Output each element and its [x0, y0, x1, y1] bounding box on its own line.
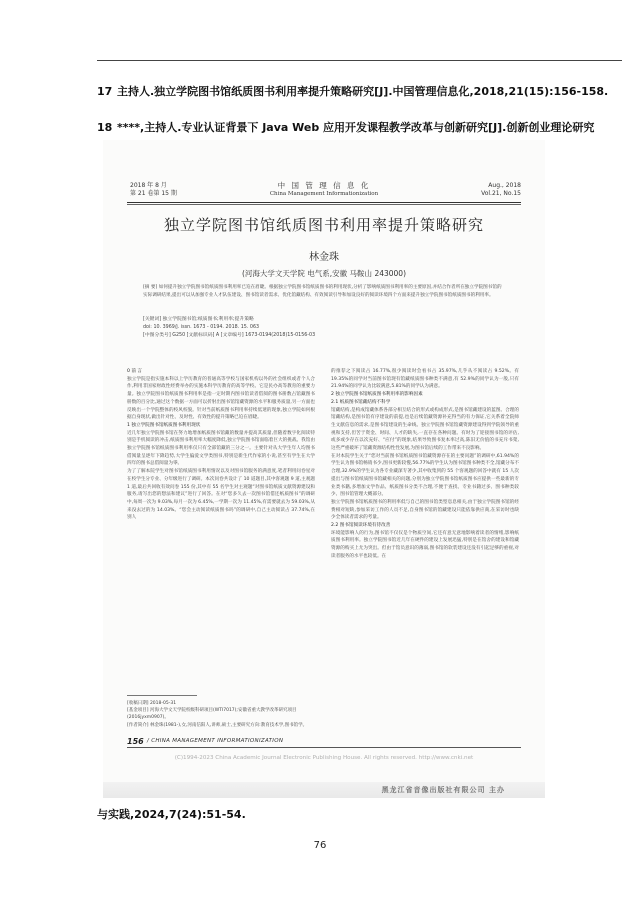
reference-18	[97, 121, 594, 135]
scan-header-rule	[127, 202, 521, 203]
scan-header-rule-2	[127, 204, 521, 205]
article-author: 林金珠	[309, 252, 339, 263]
reference-18-number: 18	[97, 121, 113, 134]
footnote-funding: [基金项目] 河海大学文天学院校级科研项目(WTI7017);安徽省重大教学改革研究项目(2016jyxm0907)。	[127, 708, 297, 721]
article-title: 独立学院图书馆纸质图书利用率提升策略研究	[163, 216, 484, 234]
right-paragraph: 在对本院学生关于“您对当前图书馆纸质图书馆藏资源存在的主要问题”的调研中,61.94%的学生认为图书馆畅销书少,图书更新较慢,56.77%的学生认为图书馆图书种类不全,馆藏分布不合理,32.9%的学生认为各专业藏深专著少,其中收集到的 55 个客观题的回答中就有 15 人次提出与图书馆纸质图书馆藏相关的问题,分别为独立学院图书馆纸质图书应提供一些最新的专业类书籍,多增加文学作品、纸质图书分类不合理,不便于查找、专业书籍过多、图书种类较少、图书馆管理大概部分。	[331, 453, 519, 498]
right-heading-section-2-1: 2.1 纸质图书馆藏结构不科学	[331, 399, 391, 405]
scan-header-date: 2018 年 8 月	[130, 182, 167, 189]
scan-header-issue: 第 21 卷第 15 期	[130, 190, 177, 197]
scan-header-right	[481, 182, 521, 198]
scan-journal-en: China Management Informationization	[269, 191, 379, 197]
scan-journal-cn: 中 国 管 理 信 息 化	[277, 181, 371, 190]
scan-copyright: (C)1994-2023 China Academic Journal Electronic Publishing House. All rights reserved. http://www.cnki.net	[174, 755, 474, 761]
scan-publisher-stamp: 黑龙江省音像出版社有限公司 主办	[381, 786, 505, 794]
top-rule	[97, 60, 622, 61]
scan-page-number: 156	[127, 737, 144, 746]
reference-18-text: ****,主持人.专业认证背景下 Java Web 应用开发课程教学改革与创新研究[J].创新创业理论研究	[117, 121, 595, 134]
scan-header-volume: Vol.21, No.15	[481, 190, 521, 197]
scan-header-date-en: Aug., 2018	[488, 182, 521, 189]
reference-17	[97, 85, 608, 99]
reference-18-continuation: 与实践,2024,7(24):51-54.	[97, 808, 246, 821]
right-heading-section-2-2: 2.2 图书馆阅读环境有待改善	[331, 523, 391, 529]
scan-footer-journal: / CHINA MANAGEMENT INFORMATIONIZATION	[147, 738, 284, 744]
right-heading-section-2: 2 独立学院图书馆纸质图书利用率的影响因素	[331, 392, 423, 398]
scan-header-center	[103, 182, 545, 198]
right-paragraph: 独立学院图书馆纸质图书的利用率低与自己的图书馆类型息息相关,由于独立学院图书馆的经费相对短缺,参加采访工作的人员不足,自身图书馆的馆藏建设只能依靠供应商,在采访时也缺少全体读者需求的考量。	[331, 499, 519, 521]
footnote-received: [收稿日期] 2018-05-31	[127, 701, 177, 706]
footnote-author: [作者简介] 林金珠(1981-),女,河南信阳人,讲师,硕士,主要研究方向:教育技术学,图书馆学。	[127, 722, 308, 728]
article-abstract: [摘 要] 如何提升独立学院图书馆纸质图书利用率已迫在眉睫。根据独立学院图书馆纸质图书的利用现状,分析了影响纸质图书利用率的主要原因,并结合作者所在独立学院图书馆的实际调研结果,提出可以从加强专业人才队伍建设、图书馆读者需求、优化馆藏结构、有效阅读引导和加设良好的阅读环境四个方面来提升独立学院图书馆纸质图书的利用率。	[143, 285, 502, 298]
article-doi: doi: 10. 3969/j. issn. 1673 - 0194. 2018. 15. 063	[143, 325, 260, 330]
right-paragraph: 的推荐之下阅读占 16.77%,很少阅读时会看书占 35.97%,几乎从不阅读占 9.52%。有 19.35%的同学对当前图书馆现有馆藏纸质图书种类不满意,有 52.9%的同学认为一般,只有 21.94%的同学认为比较满意,5.81%的同学认为满意。	[331, 369, 519, 390]
reference-17-number: 17	[97, 85, 113, 98]
page-number: 76	[313, 840, 327, 851]
left-paragraph: 为了了解本院学生对图书馆纸质图书利用情况以及对图书馆服务的满意度,笔者利用问卷星对在校学生分专业、分年级进行了调研。本次问卷共设计了 10 道题目,其中客观题 9 道,主观题 1 道,最后共回收有效问卷 155 份,其中有 55 名学生对主观题“对图书馆纸质文献资源建设和服务,请写出您的想法和建议”进行了回答。在对“您多久去一次图书馆借还纸质图书”的调研中,每周一次为 9.03%,每月一次为 6.45%,一学期一次为 11.45%,有需要就去为 59.03%,从来没去过的为 14.03%。“您会主动阅读纸质图书吗”的调研中,自己主动阅读占 37.74%,在别人	[127, 469, 315, 521]
left-heading-preface: 0 前 言	[127, 369, 143, 374]
right-paragraph: 环境能影响人的行为,图书馆不仅仅是个物质空间,它还有意无意地影响着读者的情绪,影响纸质图书利用率。独立学院图书馆近几年在硬件的建设上发展迅猛,特别是在馆舍的建设和馆藏资源的购买上尤为突出。但由于馆员意识的薄弱,图书馆的软装建设还没有引起足够的重视,对读者服务的水平也较低。在	[331, 530, 519, 559]
left-paragraph: 近几年独立学院图书馆在努力地增加纸质图书馆藏的数量并提高其质量,但随着数字化阅读特别是手机阅读的冲击,纸质图书利用率大幅度降低,独立学院图书馆面临着巨大的挑战。我馆由独立学院图书馆纸质图书利用率仅只有全部馆藏的三分之一。主要针对从大学生年人均图书借阅量呈逐年下降趋势,大学生偏爱文学类图书,特别是新生代作家的小说,甚至有学生在大学四年的图书总借阅量为零。	[127, 430, 315, 467]
footnote-rule	[127, 695, 197, 696]
left-heading-section-1: 1 独立学院图书馆纸质图书利用现状	[127, 422, 201, 428]
article-footnote	[127, 700, 315, 729]
article-right-column	[331, 368, 519, 561]
article-scan-image	[103, 140, 545, 798]
scan-footer-rule	[127, 747, 521, 748]
right-paragraph: 馆藏结构,是构成馆藏体系各部分相互结合的形式或构成形式,是图书馆藏建设的蓝图。合理的馆藏结构,是图书馆有序建设的前提,也是后续馆藏资源补充得当的有力保证,它关系着全院师生文献信息的需求,是图书馆建设的生命线。独立学院图书馆馆藏资源建设得到学院领导的重视和支持,但苦于资金、时间、人才的缺失,一直存在各种问题。有时为了迎接图书馆的评估,或多或少存在以次充好、“应付”的现象,结果导致图书复本率过高,陈旧无价值的书充斥书架,这些严重破坏了馆藏资源结构性性发展,为图书馆后续的工作带来不良影响。	[331, 407, 519, 452]
reference-17-text: 主持人.独立学院图书馆纸质图书利用率提升策略研究[J].中国管理信息化,2018,21(15):156-158.	[117, 85, 609, 98]
left-paragraph: 独立学院是指实施本科以上学历教育的普通高等学校与国家机构以外的社会组织或者个人合作,利用非国家财政性经费举办的实施本科学历教育的高等学校。它是民办高等教育的重要力量。独立学院图书馆纸质图书利用率是指一定时期内图书馆读者借阅的图书册数占馆藏图书册数的百分比,通过这个数据一方面可以折射出图书馆馆藏资源的水平和服务质量,另一方面也反映出一个学院整体的校风校貌。针对当前纸质图书利用率持续低迷的现象,独立学院如何根据自身现状,做出针对性、及时性、有效性的提升策略已迫在眉睫。	[127, 376, 315, 421]
article-left-column	[127, 368, 315, 522]
article-classification: [中图分类号] G250 [文献标识码] A [文章编号] 1673-0194(2018)15-0156-03	[143, 333, 316, 338]
article-affiliation: (河海大学文天学院 电气系,安徽 马鞍山 243000)	[241, 269, 407, 278]
article-keywords: [关键词] 独立学院图书馆;纸质图书;利用率;提升策略	[143, 317, 254, 322]
